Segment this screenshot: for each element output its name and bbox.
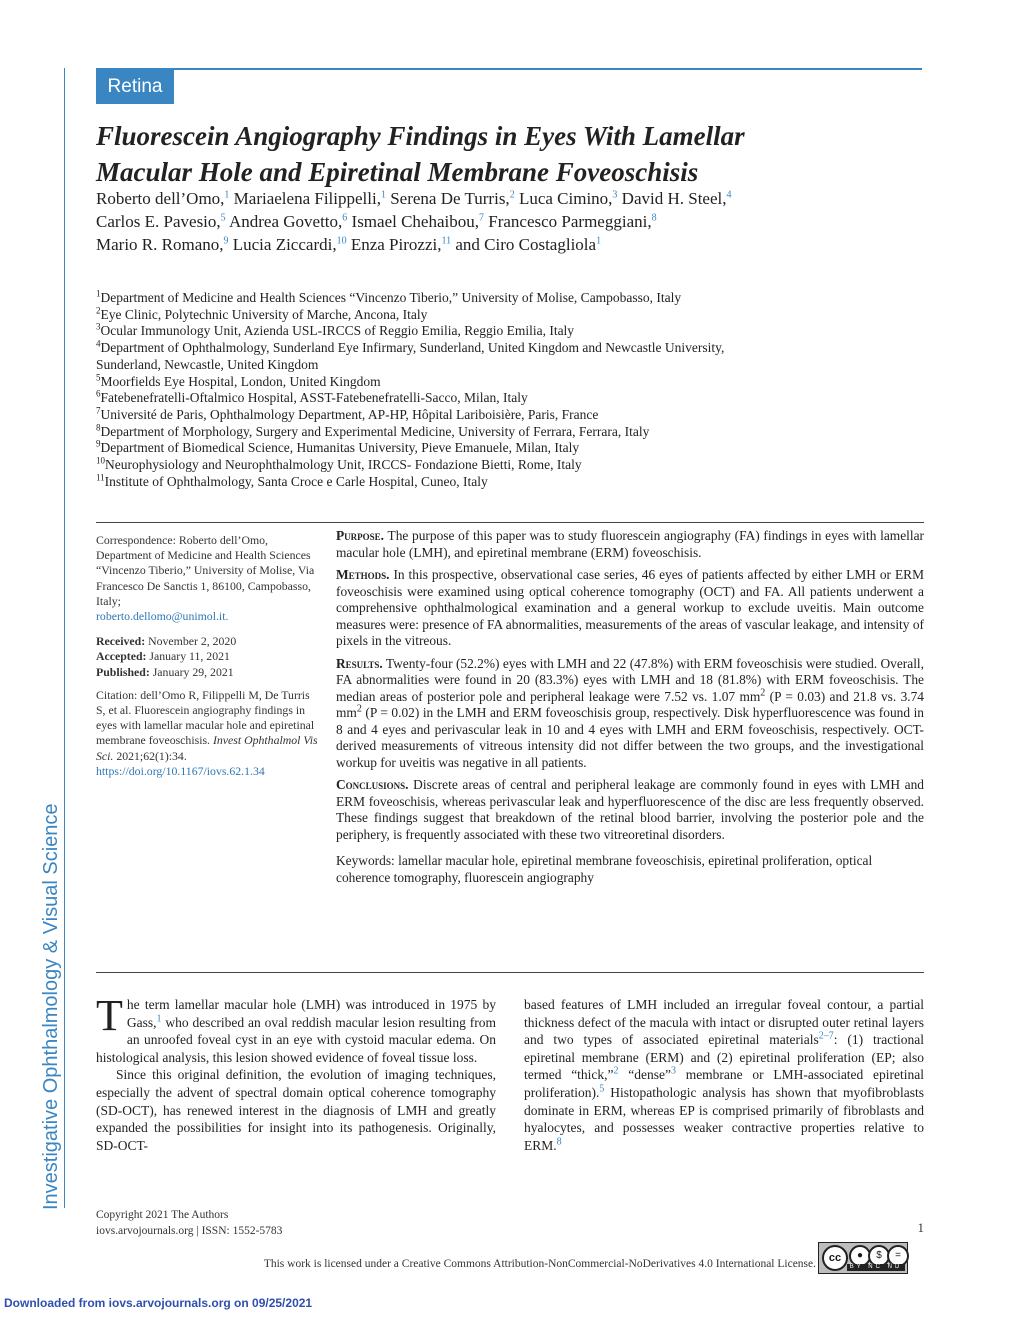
affiliation-list <box>96 290 926 490</box>
author-name: and Ciro Costagliola <box>455 235 597 254</box>
citation-journal: Invest Ophthalmol Vis Sci. <box>96 733 318 763</box>
keywords: Keywords: lamellar macular hole, epiretinal membrane foveoschisis, epiretinal proliferation, optical coherence tomography, fluorescein angiography <box>336 853 873 885</box>
margin-rule <box>64 68 65 1208</box>
intro-paragraph-3: based features of LMH included an irregular foveal contour, a partial thickness defect of the macula with intact or disrupted outer retinal layers and two types of associated epiretinal materials$^{2-7}$: (1) tractional epiretinal membrane (ERM) and (2) epiretinal proliferation (EP; also termed “thick,”$^2$ “dense”$^3$ membrane or LMH-associated epiretinal proliferation).$^5$ Histopathologic analysis has shown that myofibroblasts dominate in ERM, whereas EP is comprised primarily of fibroblasts and hyalocytes, and possesses weaker contractive properties relative to ERM.$^8$ <box>524 997 924 1153</box>
author-name: David H. Steel, <box>621 189 727 208</box>
drop-cap: T <box>96 991 123 1040</box>
conclusions-label: Conclusions. <box>336 777 409 792</box>
author-affil-ref[interactable]: 2 <box>509 189 515 201</box>
abstract-results: Results. Twenty-four (52.2%) eyes with LMH and 22 (47.8%) with ERM foveoschisis were studied. Overall, FA abnormalities were found in 20 (83.3%) eyes with LMH and 18 (81.8%) with ERM foveoschisis. The median areas of posterior pole and peripheral leakage were 7.52 vs. 1.07 $mm^2$ (P = 0.03) and 21.8 vs. 3.74 $mm^2$ (P = 0.02) in the LMH and ERM foveoschisis group, respectively. Disk hyperfluorescence was found in 8 and 4 eyes and perivascular leak in 10 and 4 eyes with LMH and ERM foveoschisis, respectively. OCT-derived measurements of vitreous intensity did not differ between the two groups, and the investigational workup for uveitis was negative in all patients. <box>336 655 924 770</box>
abstract <box>336 528 924 892</box>
intro-paragraph-2: Since this original definition, the evolution of imaging techniques, especially the advent of spectral domain optical coherence tomography (SD-OCT), has renewed interest in the diagnosis of LMH and greatly expanded the possibilities for insight into its pathogenesis. Originally, SD-OCT- <box>96 1067 496 1153</box>
cc-icon: cc <box>822 1245 848 1271</box>
correspondence: Correspondence: Roberto dell’Omo, Department of Medicine and Health Sciences “Vincenzo Tiberio,” University of Molise, Via Francesco De Sanctis 1, 86100, Campobasso, Italy; <box>96 533 315 608</box>
author-name: Mario R. Romano, <box>96 235 224 254</box>
doi-link[interactable]: https://doi.org/10.1167/iovs.62.1.34 <box>96 763 265 778</box>
affiliation: $^3$Ocular Immunology Unit, Azienda USL-IRCCS of Reggio Emilia, Reggio Emilia, Italy <box>96 321 575 339</box>
affiliation: $^1$Department of Medicine and Health Sciences “Vincenzo Tiberio,” University of Molise, Campobasso, Italy <box>96 288 682 305</box>
cc-badge-label: BY NC ND <box>847 1264 905 1271</box>
journal-name-vertical: Investigative Ophthalmology & Visual Science <box>40 803 62 1210</box>
abstract-purpose: Purpose. The purpose of this paper was to study fluorescein angiography (FA) findings in eyes with lamellar macular hole (LMH), and epiretinal membrane (ERM) foveoschisis. <box>336 528 924 560</box>
author-affil-ref[interactable]: 4 <box>726 189 732 201</box>
affiliation: $^5$Moorfields Eye Hospital, London, United Kingdom <box>96 372 381 389</box>
accepted-date: January 11, 2021 <box>149 649 230 664</box>
author-affil-ref[interactable]: 1 <box>224 189 230 201</box>
affiliation: $^6$Fatebenefratelli-Oftalmico Hospital, ASST-Fatebenefratelli-Sacco, Milan, Italy <box>96 388 528 406</box>
author-affil-ref[interactable]: 1 <box>596 235 602 247</box>
citation-ref[interactable]: 5 <box>599 1083 605 1095</box>
author-name: Enza Pirozzi, <box>350 235 442 254</box>
author-name: Francesco Parmeggiani, <box>488 212 652 231</box>
article-title <box>96 118 936 190</box>
title-line-2: Macular Hole and Epiretinal Membrane Foveoschisis <box>96 157 699 187</box>
author-name: Roberto dell’Omo, <box>96 189 225 208</box>
methods-label: Methods. <box>336 567 390 582</box>
journal-issn: iovs.arvojournals.org | ISSN: 1552-5783 <box>96 1225 283 1237</box>
author-affil-ref[interactable]: 5 <box>220 212 226 224</box>
affiliation: $^8$Department of Morphology, Surgery and Experimental Medicine, University of Ferrara, Ferrara, Italy <box>96 422 650 439</box>
abstract-methods: Methods. In this prospective, observational case series, 46 eyes of patients affected by either LMH or ERM foveoschisis were examined using optical coherence tomography (OCT) and FA. All patients underwent a comprehensive ophthalmological examination and a general workup to exclude uveitis. Main outcome measures were: presence of FA abnormalities, measurements of the areas of vascular leakage, and intensity of pixels in the vitreous. <box>336 567 924 648</box>
results-label: Results. <box>336 655 383 671</box>
body-column-right <box>524 996 924 1154</box>
affiliation: $^9$Department of Biomedical Science, Humanitas University, Pieve Emanuele, Milan, Italy <box>96 438 580 456</box>
noncommercial-icon: $ <box>868 1245 890 1267</box>
received-date: November 2, 2020 <box>148 634 237 649</box>
citation-ref[interactable]: 3 <box>670 1065 676 1077</box>
author-name: Ismael Chehaibou, <box>351 212 479 231</box>
author-name: Carlos E. Pavesio, <box>96 212 221 231</box>
affiliation: $^{11}$Institute of Ophthalmology, Santa Croce e Carle Hospital, Cuneo, Italy <box>96 472 488 489</box>
correspondence-email-link[interactable]: roberto.dellomo@unimol.it. <box>96 609 229 624</box>
article-info-sidebar <box>96 533 318 779</box>
author-affil-ref[interactable]: 3 <box>612 189 618 201</box>
intro-paragraph-1: The term lamellar macular hole (LMH) was introduced in 1975 by Gass,$^1$ who described an oval reddish macular lesion resulting from an unroofed foveal cyst in an eye with cystoid macular edema. On histological analysis, this lesion showed evidence of foveal tissue loss. <box>96 991 496 1065</box>
purpose-label: Purpose. <box>336 528 385 543</box>
affiliation: $^7$Université de Paris, Ophthalmology Department, AP-HP, Hôpital Lariboisière, Paris, France <box>96 405 599 422</box>
citation-text: Citation: dell’Omo R, Filippelli M, De Turris S, et al. Fluorescein angiography findings in eyes with lamellar macular hole and epiretinal membrane foveoschisis. <box>96 687 315 748</box>
author-affil-ref[interactable]: 10 <box>336 235 347 247</box>
published-label: Published: <box>96 664 150 679</box>
download-notice: Downloaded from iovs.arvojournals.org on 09/25/2021 <box>4 1296 313 1310</box>
author-affil-ref[interactable]: 1 <box>380 189 386 201</box>
author-line-2 <box>96 210 926 233</box>
author-affil-ref[interactable]: 11 <box>441 235 452 247</box>
author-name: Mariaelena Filippelli, <box>233 189 381 208</box>
affiliation: $^4$Department of Ophthalmology, Sunderland Eye Infirmary, Sunderland, United Kingdom and Newcastle University, <box>96 338 725 356</box>
affiliation: $^{10}$Neurophysiology and Neurophthalmology Unit, IRCCS- Fondazione Bietti, Rome, Italy <box>96 455 582 473</box>
copyright-block <box>96 1207 282 1239</box>
section-badge: Retina <box>96 70 174 104</box>
page-number: 1 <box>917 1220 924 1235</box>
citation-ref[interactable]: 8 <box>556 1136 562 1148</box>
title-line-1: Fluorescein Angiography Findings in Eyes With Lamellar <box>96 121 745 151</box>
license-text: This work is licensed under a Creative Commons Attribution-NonCommercial-NoDerivatives 4.0 International License. <box>263 1258 816 1270</box>
abstract-conclusions: Conclusions. Discrete areas of central and peripheral leakage are commonly found in eyes with LMH and ERM foveoschisis, whereas perivascular leak and hyperfluorescence of the disc are less frequently observed. These findings suggest that breakdown of the retinal blood barrier, involving the posterior pole and the periphery, is frequently associated with these two vitreoretinal disorders. <box>336 777 924 842</box>
affiliation: $^2$Eye Clinic, Polytechnic University of Marche, Ancona, Italy <box>96 305 428 322</box>
author-line-1 <box>96 187 926 210</box>
author-line-3 <box>96 233 926 256</box>
author-list <box>96 187 926 256</box>
noderivatives-icon: = <box>887 1245 909 1267</box>
copyright: Copyright 2021 The Authors <box>96 1209 229 1221</box>
author-name: Andrea Govetto, <box>228 212 343 231</box>
abstract-top-rule <box>96 522 924 523</box>
citation-ref[interactable]: 2 <box>613 1065 619 1077</box>
author-affil-ref[interactable]: 8 <box>651 212 657 224</box>
author-affil-ref[interactable]: 6 <box>342 212 348 224</box>
body-column-left <box>96 991 496 1154</box>
citation-ref[interactable]: 1 <box>156 1013 162 1025</box>
affiliation: Sunderland, Newcastle, United Kingdom <box>96 356 319 372</box>
citation-ref[interactable]: 2–7 <box>818 1030 834 1042</box>
author-affil-ref[interactable]: 7 <box>479 212 484 224</box>
cc-license-badge[interactable] <box>818 1242 908 1274</box>
published-date: January 29, 2021 <box>152 664 234 679</box>
citation-volume: 2021;62(1):34. <box>116 748 187 763</box>
author-name: Lucia Ziccardi, <box>232 235 337 254</box>
author-name: Serena De Turris, <box>390 189 510 208</box>
attribution-icon: ● <box>849 1245 871 1267</box>
header-rule <box>96 68 922 70</box>
author-affil-ref[interactable]: 9 <box>223 235 229 247</box>
author-name: Luca Cimino, <box>518 189 613 208</box>
received-label: Received: <box>96 634 146 649</box>
abstract-bottom-rule <box>96 972 924 973</box>
accepted-label: Accepted: <box>96 649 147 664</box>
